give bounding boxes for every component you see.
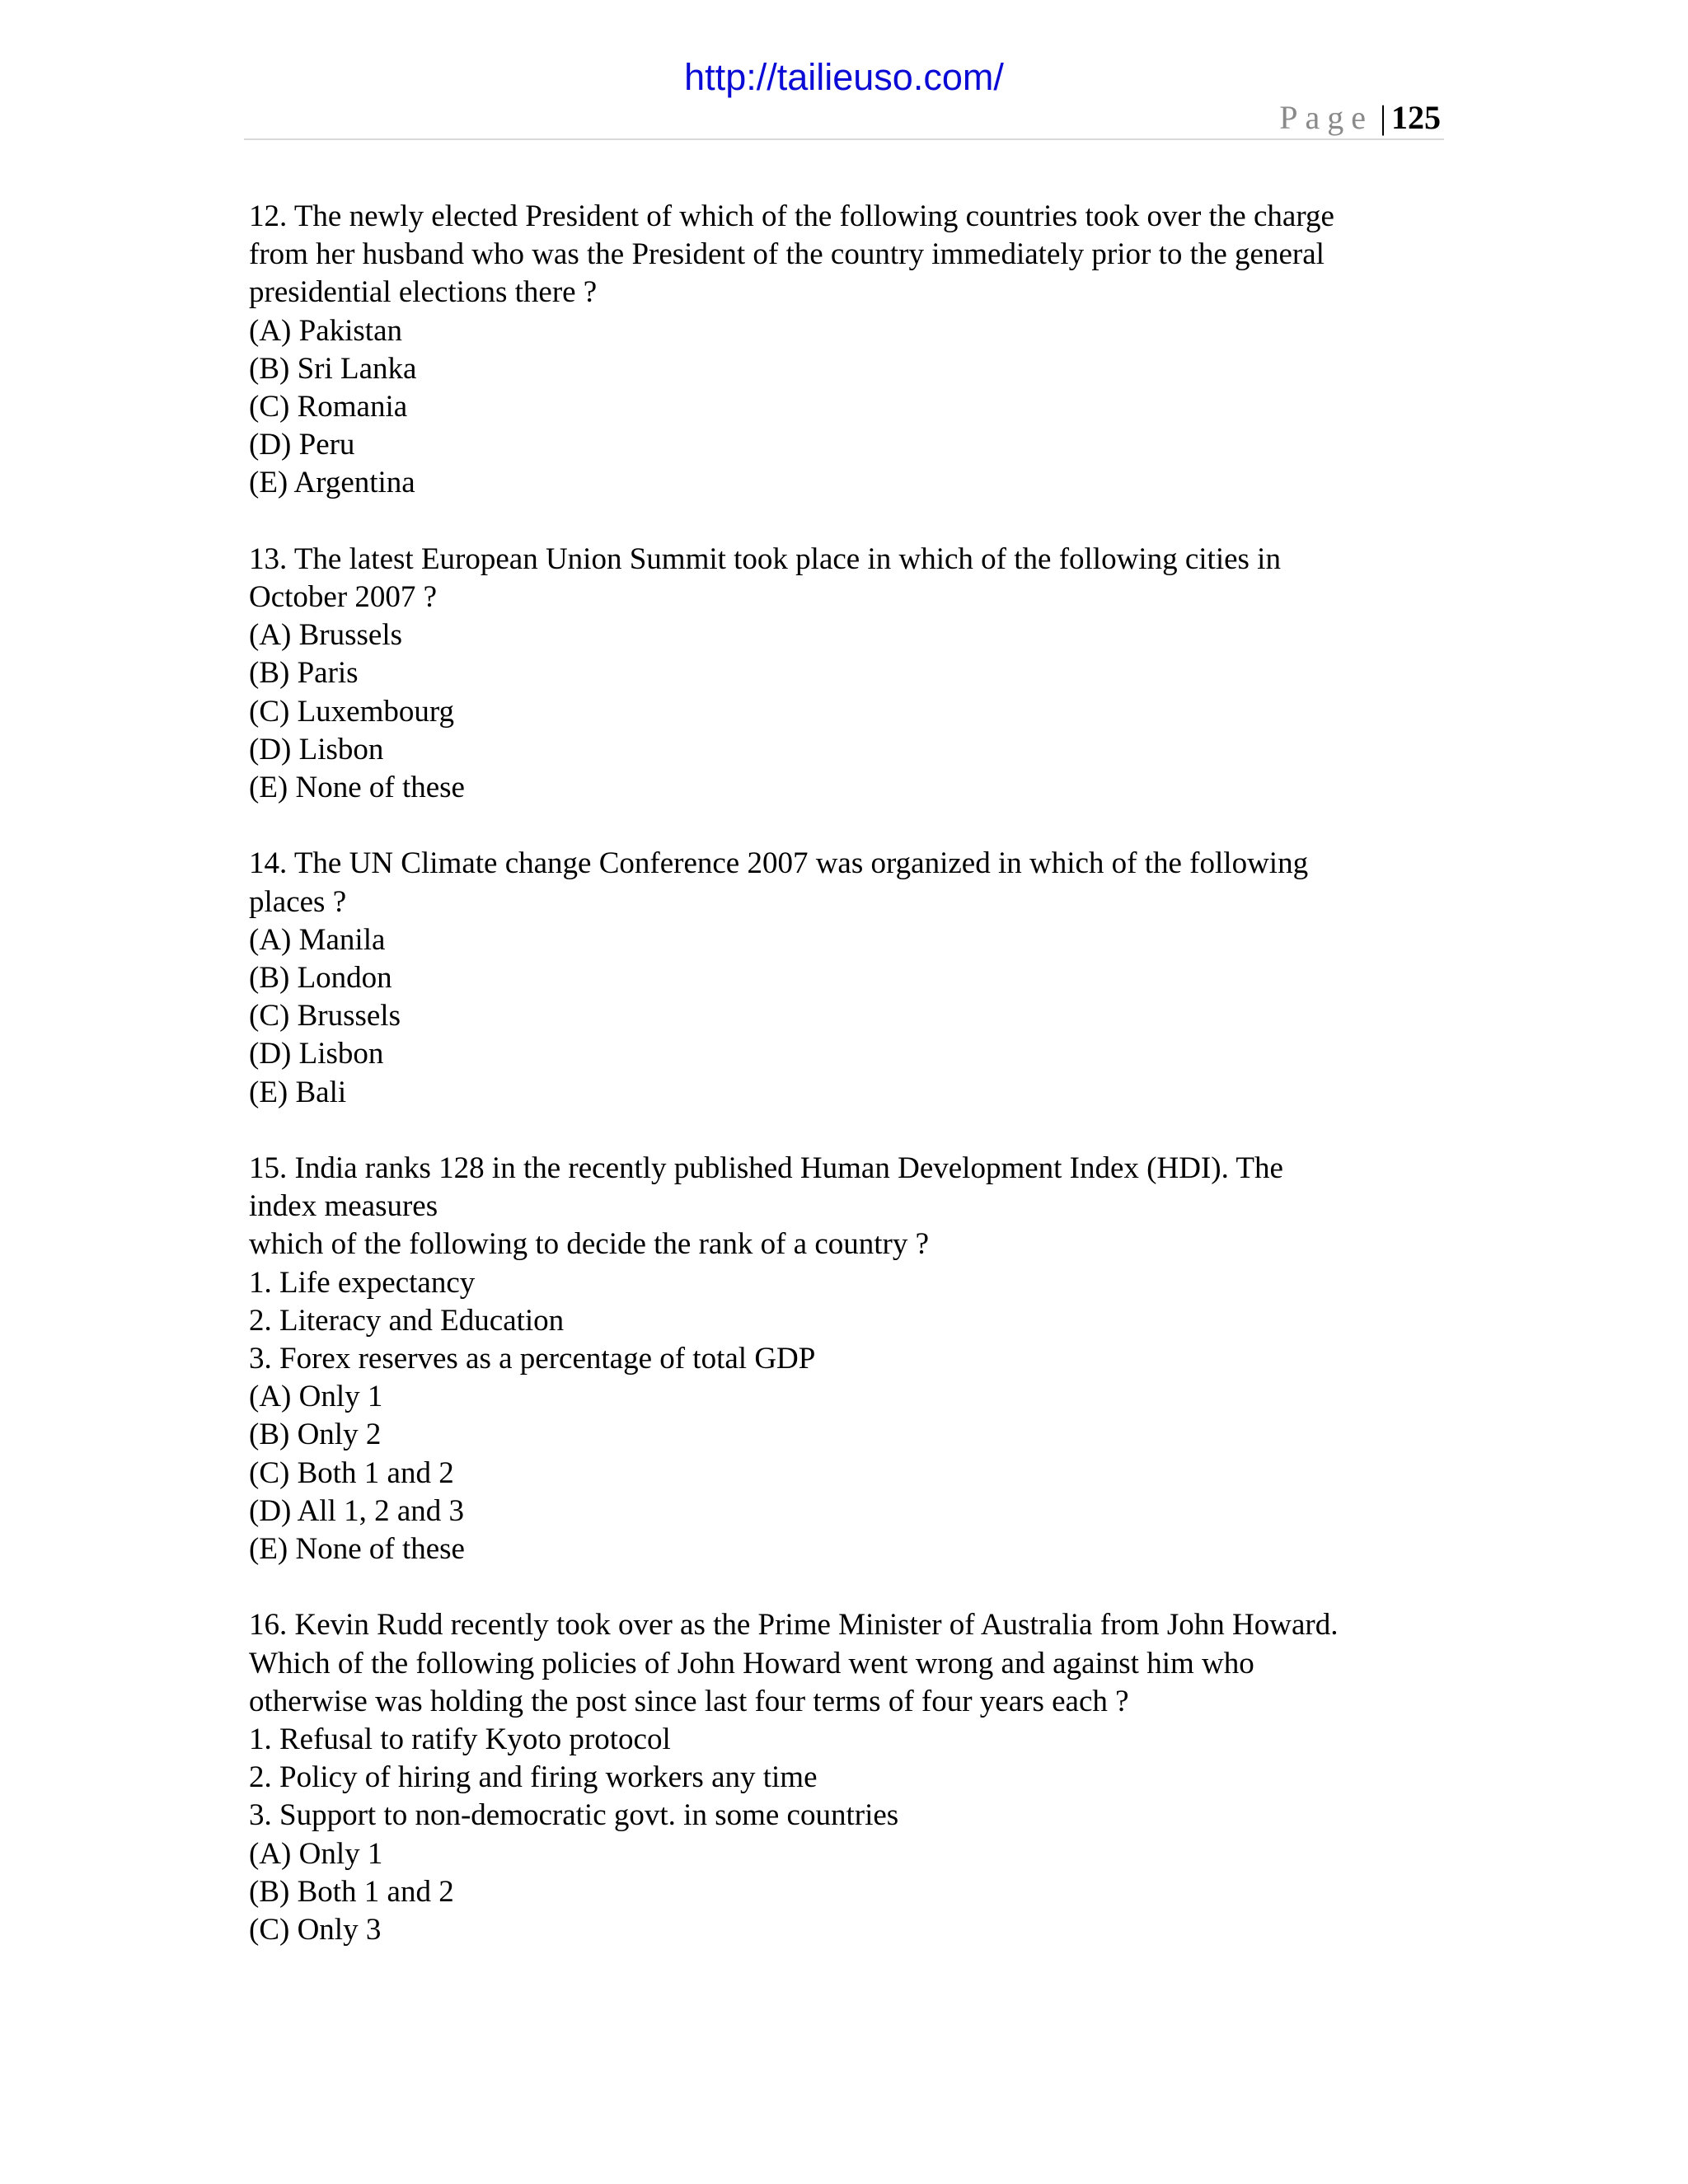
question-line: (C) Both 1 and 2 [249,1455,454,1490]
question-block [249,845,1452,1111]
question-line: (E) Bali [249,1075,347,1109]
question-line: (A) Brussels [249,618,403,653]
question-line: 3. Forex reserves as a percentage of total GDP [249,1342,816,1376]
question-line: 1. Refusal to ratify Kyoto protocol [249,1722,671,1757]
question-line: 2. Literacy and Education [249,1303,565,1338]
question-line: 3. Support to non-democratic govt. in some countries [249,1798,899,1833]
question-line: 2. Policy of hiring and firing workers any time [249,1760,818,1795]
question-line: (C) Brussels [249,999,401,1033]
question-line: (B) Only 2 [249,1418,382,1452]
header-divider [244,138,1444,140]
page-number-label [1279,97,1441,138]
question-text: 16. Kevin Rudd recently took over as the Prime Minister of Australia from John Howard. [249,1608,1339,1643]
question-line: which of the following to decide the rank of a country ? [249,1227,930,1262]
question-line: 1. Life expectancy [249,1265,476,1300]
question-line: (E) None of these [249,1532,465,1567]
question-line: (C) Luxembourg [249,694,455,729]
question-text: 12. The newly elected President of which of the following countries took over the charge [249,199,1334,233]
question-block [249,1606,1452,1949]
question-line: (B) Paris [249,656,359,691]
question-line: (C) Romania [249,390,408,424]
question-line: places ? [249,884,347,919]
question-line: from her husband who was the President of the country immediately prior to the general [249,237,1325,272]
question-line: (A) Only 1 [249,1380,383,1414]
questions-body [249,198,1452,1949]
question-line: October 2007 ? [249,580,438,615]
question-block [249,1150,1452,1568]
question-line: (A) Only 1 [249,1836,383,1871]
question-text: 13. The latest European Union Summit took place in which of the following cities in [249,541,1281,576]
question-block [249,198,1452,503]
question-block [249,541,1452,807]
question-line: Which of the following policies of John Howard went wrong and against him who [249,1646,1254,1680]
question-line: presidential elections there ? [249,275,598,310]
question-line: otherwise was holding the post since last four terms of four years each ? [249,1684,1129,1718]
question-line: (A) Manila [249,922,386,957]
page-number: 125 [1391,99,1441,136]
page-separator: | [1379,99,1386,136]
question-line: (D) Lisbon [249,1037,384,1071]
question-line: (E) Argentina [249,466,415,500]
question-line: (B) Both 1 and 2 [249,1874,454,1909]
question-text: 15. India ranks 128 in the recently published Human Development Index (HDI). The [249,1151,1283,1186]
question-line: index measures [249,1189,438,1224]
question-line: (C) Only 3 [249,1913,382,1947]
question-line: (B) Sri Lanka [249,351,417,386]
question-line: (A) Pakistan [249,313,402,348]
page-word: Page [1279,99,1373,136]
question-text: 14. The UN Climate change Conference 2007 was organized in which of the following [249,846,1309,881]
question-line: (E) None of these [249,771,465,805]
question-line: (D) Lisbon [249,732,384,766]
question-line: (D) Peru [249,428,355,462]
site-url-link[interactable]: http://tailieuso.com/ [684,56,1004,98]
question-line: (D) All 1, 2 and 3 [249,1493,465,1528]
question-line: (B) London [249,961,392,996]
